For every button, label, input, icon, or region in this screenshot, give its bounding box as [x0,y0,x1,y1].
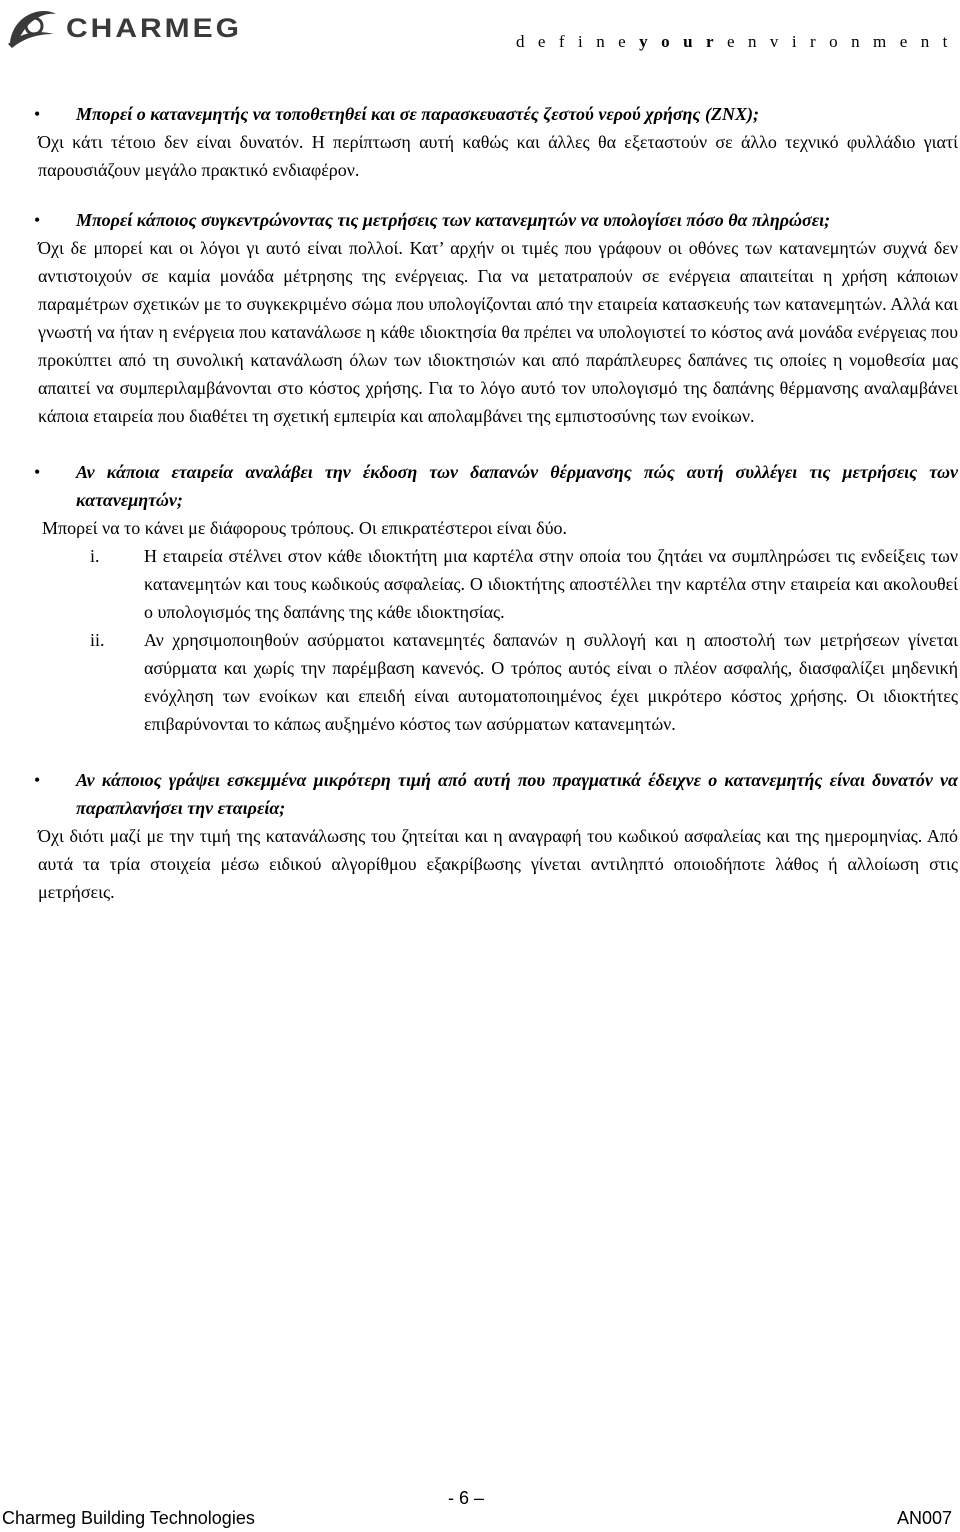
question-text: Αν κάποιος γράψει εσκεμμένα μικρότερη τιμή από αυτή που πραγματικά έδειχνε ο κατανεμητής είναι δυνατόν να παραπλανήσει την εταιρεία; [76,770,958,818]
question-1 [34,100,958,128]
question-text: Αν κάποια εταιρεία αναλάβει την έκδοση των δαπανών θέρμανσης πώς αυτή συλλέγει τις μετρήσεις των κατανεμητών; [76,462,958,510]
page-header [0,0,960,60]
question-4 [34,766,958,822]
list-item [38,542,958,626]
question-text: Μπορεί κάποιος συγκεντρώνοντας τις μετρήσεις των κατανεμητών να υπολογίσει πόσο θα πληρώσει; [76,210,831,230]
page-number: - 6 – [448,1488,485,1508]
bullet-icon: • [34,462,41,482]
list-item-number: i. [90,546,100,566]
footer-doc-code: AN007 [896,1508,952,1528]
list-item-text: Αν χρησιμοποιηθούν ασύρματοι κατανεμητές δαπανών η συλλογή και η αποστολή των μετρήσεων γίνεται ασύρματα και χωρίς την παρέμβαση κανενός. Ο τρόπος αυτός είναι ο πλέον ασφαλής, διασφαλίζει μηδενική ενόχληση των ενοίκων και επειδή είναι αυτοματοποιημένος έχει μικρότερο κόστος χρήσης. Οι ιδιοκτήτες επιβαρύνονται το κάπως αυξημένο κόστος των ασύρματων κατανεμητών. [144,630,958,734]
bullet-icon: • [34,210,41,230]
logo-swoosh-icon [4,4,64,52]
question-3 [34,458,958,514]
answer-4: Όχι διότι μαζί με την τιμή της κατανάλωσης του ζητείται και η αναγραφή του κωδικού ασφαλείας και της ημερομηνίας. Από αυτά τα τρία στοιχεία μέσω ειδικού αλγορίθμου εξακρίβωσης γίνεται αντιληπτό οποιοδήποτε λάθος ή αλλοίωση στις μετρήσεις. [38,826,958,902]
footer-company: Charmeg Building Technologies [2,1508,255,1528]
answer-1: Όχι κάτι τέτοιο δεν είναι δυνατόν. Η περίπτωση αυτή καθώς και άλλες θα εξεταστούν σε άλλο τεχνικό φυλλάδιο γιατί παρουσιάζουν μεγάλο πρακτικό ενδιαφέρον. [38,132,958,180]
question-text: Μπορεί ο κατανεμητής να τοποθετηθεί και σε παρασκευαστές ζεστού νερού χρήσης (ΖΝΧ); [76,104,759,124]
tagline [516,32,952,52]
document-body [34,100,958,906]
bullet-icon: • [34,104,41,124]
question-2 [34,206,958,234]
list-item-text: Η εταιρεία στέλνει στον κάθε ιδιοκτήτη μια καρτέλα στην οποία του ζητάει να συμπληρώσει τις ενδείξεις των κατανεμητών και τους κωδικούς ασφαλείας. Ο ιδιοκτήτης αποστέλλει την καρτέλα στην εταιρεία και ακολουθεί ο υπολογισμός της δαπάνης της κάθε ιδιοκτησίας. [144,546,958,622]
answer-3: Μπορεί να το κάνει με διάφορους τρόπους. Οι επικρατέστεροι είναι δύο. [42,518,568,538]
tagline-part-3: e n v i r o n m e n t [718,32,952,51]
list-item [38,626,958,738]
bullet-icon: • [34,770,41,790]
list-item-number: ii. [90,630,105,650]
tagline-part-2: y o u r [639,32,719,51]
logo-wordmark: CHARMEG [66,13,242,44]
tagline-part-1: d e f i n e [515,32,640,51]
charmeg-logo [4,4,304,52]
answer-2: Όχι δε μπορεί και οι λόγοι γι αυτό είναι πολλοί. Κατ’ αρχήν οι τιμές που γράφουν οι οθόνες των κατανεμητών συχνά δεν αντιστοιχούν σε καμία μονάδα μέτρησης της ενέργειας. Για να μετατραπούν σε ενέργεια απαιτείται η χρήση κάποιων παραμέτρων σχετικών με το συγκεκριμένο σώμα που υπολογίζονται από την εταιρεία κατασκευής των κατανεμητών. Αλλά και γνωστή να ήταν η ενέργεια που κατανάλωσε η κάθε ιδιοκτησία θα πρέπει να υπολογιστεί το κόστος ανά μονάδα ενέργειας που προκύπτει από τη συνολική κατανάλωση όλων των ιδιοκτησιών και από παράπλευρες δαπάνες τις οποίες η νομοθεσία μας απαιτεί να συμπεριλαμβάνονται στο κόστος χρήσης. Για το λόγο αυτό τον υπολογισμό της δαπάνης θέρμανσης αναλαμβάνει κάποια εταιρεία που διαθέτει τη σχετική εμπειρία και απολαμβάνει της εμπιστοσύνης των ενοίκων. [38,238,958,426]
page-footer [0,1480,960,1532]
